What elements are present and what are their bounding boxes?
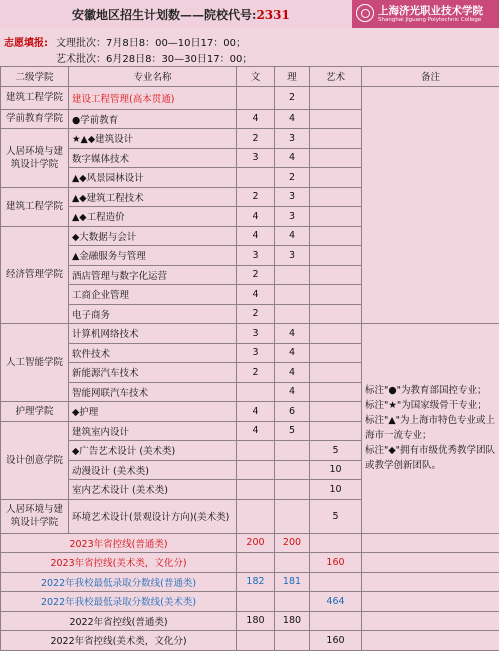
wen-count-cell: 4 bbox=[237, 402, 275, 422]
major-cell: 酒店管理与数字化运营 bbox=[69, 265, 237, 285]
summary-row bbox=[1, 553, 499, 573]
art-count-cell bbox=[310, 402, 362, 422]
college-cell: 人居环境与建筑设计学院 bbox=[1, 129, 69, 188]
summary-note-cell bbox=[362, 533, 499, 553]
column-header: 文 bbox=[237, 67, 275, 87]
art-count-cell bbox=[310, 226, 362, 246]
wen-count-cell bbox=[237, 499, 275, 533]
college-cell: 护理学院 bbox=[1, 402, 69, 422]
wen-count-cell: 3 bbox=[237, 324, 275, 344]
wen-count-cell: 4 bbox=[237, 226, 275, 246]
art-count-cell bbox=[310, 421, 362, 441]
college-cell: 设计创意学院 bbox=[1, 421, 69, 499]
summary-wen-cell: 180 bbox=[237, 611, 275, 631]
summary-wen-cell bbox=[237, 553, 275, 573]
major-cell: ◆广告艺术设计 (美术类) bbox=[69, 441, 237, 461]
li-count-cell: 4 bbox=[275, 148, 310, 168]
major-cell: ▲金融服务与管理 bbox=[69, 246, 237, 266]
wen-count-cell: 4 bbox=[237, 207, 275, 227]
major-cell: 工商企业管理 bbox=[69, 285, 237, 305]
summary-note-cell bbox=[362, 611, 499, 631]
summary-li-cell bbox=[275, 553, 310, 573]
major-cell: ▲◆建筑工程技术 bbox=[69, 187, 237, 207]
summary-wen-cell: 200 bbox=[237, 533, 275, 553]
summary-art-cell: 160 bbox=[310, 631, 362, 651]
wen-count-cell: 3 bbox=[237, 343, 275, 363]
school-code: 2331 bbox=[256, 8, 289, 22]
college-cell: 人居环境与建筑设计学院 bbox=[1, 499, 69, 533]
notes-cell bbox=[362, 324, 499, 534]
art-count-cell bbox=[310, 86, 362, 109]
art-count-cell: 5 bbox=[310, 441, 362, 461]
summary-note-cell bbox=[362, 572, 499, 592]
table-header-row bbox=[1, 67, 499, 87]
major-cell: 计算机网络技术 bbox=[69, 324, 237, 344]
column-header: 备注 bbox=[362, 67, 499, 87]
summary-li-cell: 181 bbox=[275, 572, 310, 592]
art-count-cell bbox=[310, 285, 362, 305]
li-count-cell: 4 bbox=[275, 109, 310, 129]
li-count-cell bbox=[275, 480, 310, 500]
li-count-cell: 4 bbox=[275, 343, 310, 363]
art-count-cell: 10 bbox=[310, 460, 362, 480]
major-cell: ●学前教育 bbox=[69, 109, 237, 129]
wen-count-cell: 3 bbox=[237, 246, 275, 266]
info-label: 志愿填报: bbox=[4, 34, 48, 49]
wen-count-cell: 2 bbox=[237, 129, 275, 149]
college-cell: 建筑工程学院 bbox=[1, 86, 69, 109]
summary-li-cell: 180 bbox=[275, 611, 310, 631]
info-line-1: 文理批次：7月8日8：00—10日17：00； bbox=[56, 34, 246, 49]
art-count-cell bbox=[310, 246, 362, 266]
summary-label: 2022年省控线(普通类) bbox=[1, 611, 237, 631]
major-cell: 动漫设计 (美术类) bbox=[69, 460, 237, 480]
summary-li-cell bbox=[275, 592, 310, 612]
wen-count-cell: 2 bbox=[237, 304, 275, 324]
art-count-cell bbox=[310, 148, 362, 168]
li-count-cell: 6 bbox=[275, 402, 310, 422]
art-count-cell bbox=[310, 304, 362, 324]
major-cell: 智能网联汽车技术 bbox=[69, 382, 237, 402]
note-line: 标注"★"为国家级骨干专业； bbox=[365, 398, 497, 413]
art-count-cell bbox=[310, 129, 362, 149]
summary-art-cell: 160 bbox=[310, 553, 362, 573]
summary-wen-cell bbox=[237, 631, 275, 651]
summary-label: 2022年省控线(美术类，文化分) bbox=[1, 631, 237, 651]
li-count-cell: 2 bbox=[275, 86, 310, 109]
header-bar bbox=[0, 0, 499, 28]
summary-row bbox=[1, 572, 499, 592]
school-emblem-icon bbox=[356, 4, 374, 22]
li-count-cell: 3 bbox=[275, 207, 310, 227]
major-cell: ★▲◆建筑设计 bbox=[69, 129, 237, 149]
summary-wen-cell bbox=[237, 592, 275, 612]
li-count-cell bbox=[275, 460, 310, 480]
wen-count-cell: 2 bbox=[237, 265, 275, 285]
summary-note-cell bbox=[362, 631, 499, 651]
wen-count-cell bbox=[237, 86, 275, 109]
school-logo bbox=[352, 0, 499, 28]
summary-li-cell bbox=[275, 631, 310, 651]
summary-art-cell bbox=[310, 572, 362, 592]
summary-art-cell bbox=[310, 611, 362, 631]
summary-li-cell: 200 bbox=[275, 533, 310, 553]
li-count-cell: 5 bbox=[275, 421, 310, 441]
li-count-cell: 4 bbox=[275, 363, 310, 383]
summary-wen-cell: 182 bbox=[237, 572, 275, 592]
major-cell: 建设工程管理(高本贯通) bbox=[69, 86, 237, 109]
table-row bbox=[1, 86, 499, 109]
art-count-cell bbox=[310, 363, 362, 383]
art-count-cell bbox=[310, 343, 362, 363]
logo-name-en: Shanghai Jiguang Polytechnic College bbox=[378, 17, 481, 23]
li-count-cell: 4 bbox=[275, 382, 310, 402]
summary-label: 2023年省控线(美术类，文化分) bbox=[1, 553, 237, 573]
summary-row bbox=[1, 533, 499, 553]
art-count-cell bbox=[310, 207, 362, 227]
wen-count-cell bbox=[237, 460, 275, 480]
college-cell: 建筑工程学院 bbox=[1, 187, 69, 226]
li-count-cell: 4 bbox=[275, 324, 310, 344]
summary-art-cell bbox=[310, 533, 362, 553]
summary-row bbox=[1, 592, 499, 612]
summary-note-cell bbox=[362, 553, 499, 573]
enrollment-table bbox=[0, 66, 499, 651]
college-cell: 经济管理学院 bbox=[1, 226, 69, 324]
column-header: 理 bbox=[275, 67, 310, 87]
li-count-cell: 3 bbox=[275, 246, 310, 266]
column-header: 艺术 bbox=[310, 67, 362, 87]
wen-count-cell: 3 bbox=[237, 148, 275, 168]
art-count-cell bbox=[310, 109, 362, 129]
note-line: 标注"◆"拥有市级优秀教学团队或教学创新团队。 bbox=[365, 443, 497, 473]
summary-label: 2023年省控线(普通类) bbox=[1, 533, 237, 553]
info-line-2: 艺术批次：6月28日8：30—30日17：00； bbox=[56, 50, 252, 65]
li-count-cell bbox=[275, 304, 310, 324]
summary-row bbox=[1, 611, 499, 631]
art-count-cell bbox=[310, 382, 362, 402]
li-count-cell: 3 bbox=[275, 129, 310, 149]
li-count-cell: 4 bbox=[275, 226, 310, 246]
art-count-cell bbox=[310, 168, 362, 188]
art-count-cell: 5 bbox=[310, 499, 362, 533]
college-cell: 学前教育学院 bbox=[1, 109, 69, 129]
art-count-cell bbox=[310, 324, 362, 344]
li-count-cell bbox=[275, 265, 310, 285]
wen-count-cell bbox=[237, 382, 275, 402]
wen-count-cell: 4 bbox=[237, 109, 275, 129]
summary-note-cell bbox=[362, 592, 499, 612]
major-cell: 室内艺术设计 (美术类) bbox=[69, 480, 237, 500]
li-count-cell: 2 bbox=[275, 168, 310, 188]
wen-count-cell bbox=[237, 441, 275, 461]
summary-art-cell: 464 bbox=[310, 592, 362, 612]
li-count-cell bbox=[275, 285, 310, 305]
summary-label: 2022年我校最低录取分数线(美术类) bbox=[1, 592, 237, 612]
notes-cell-empty bbox=[362, 86, 499, 324]
major-cell: 建筑室内设计 bbox=[69, 421, 237, 441]
table-row bbox=[1, 324, 499, 344]
major-cell: 软件技术 bbox=[69, 343, 237, 363]
li-count-cell bbox=[275, 441, 310, 461]
major-cell: ▲◆工程造价 bbox=[69, 207, 237, 227]
page-title: 安徽地区招生计划数——院校代号:2331 bbox=[72, 6, 290, 23]
art-count-cell bbox=[310, 265, 362, 285]
wen-count-cell: 4 bbox=[237, 421, 275, 441]
column-header: 专业名称 bbox=[69, 67, 237, 87]
note-line: 标注"▲"为上海市特色专业或上海市一流专业； bbox=[365, 413, 497, 443]
art-count-cell: 10 bbox=[310, 480, 362, 500]
wen-count-cell: 2 bbox=[237, 187, 275, 207]
major-cell: ▲◆风景园林设计 bbox=[69, 168, 237, 188]
summary-label: 2022年我校最低录取分数线(普通类) bbox=[1, 572, 237, 592]
major-cell: ◆大数据与会计 bbox=[69, 226, 237, 246]
major-cell: ◆护理 bbox=[69, 402, 237, 422]
wen-count-cell: 2 bbox=[237, 363, 275, 383]
wen-count-cell bbox=[237, 168, 275, 188]
wen-count-cell bbox=[237, 480, 275, 500]
major-cell: 电子商务 bbox=[69, 304, 237, 324]
major-cell: 环境艺术设计(景观设计方向)(美术类) bbox=[69, 499, 237, 533]
wen-count-cell: 4 bbox=[237, 285, 275, 305]
application-info bbox=[0, 28, 499, 66]
column-header: 二级学院 bbox=[1, 67, 69, 87]
li-count-cell bbox=[275, 499, 310, 533]
major-cell: 数字媒体技术 bbox=[69, 148, 237, 168]
li-count-cell: 3 bbox=[275, 187, 310, 207]
major-cell: 新能源汽车技术 bbox=[69, 363, 237, 383]
summary-row bbox=[1, 631, 499, 651]
art-count-cell bbox=[310, 187, 362, 207]
logo-name-cn: 上海济光职业技术学院 bbox=[378, 3, 483, 18]
note-line: 标注"●"为教育部国控专业； bbox=[365, 383, 497, 398]
college-cell: 人工智能学院 bbox=[1, 324, 69, 402]
